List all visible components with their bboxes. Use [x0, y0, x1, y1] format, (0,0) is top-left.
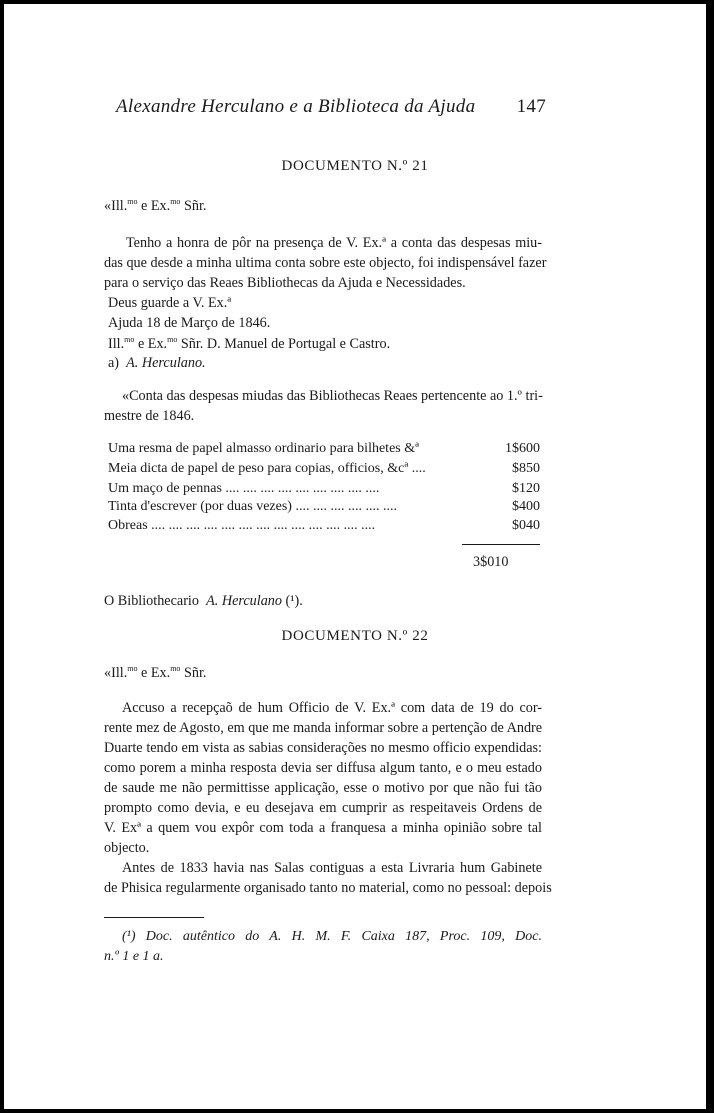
- ledger-row: [108, 441, 540, 459]
- document-22-paragraph-line: Antes de 1833 havia nas Salas contiguas a esta Livraria hum Gabinete: [122, 860, 542, 876]
- ledger-item: Um maço de pennas .... .... .... .... .... .... .... .... ....: [108, 481, 380, 496]
- document-22-paragraph-line: Duarte tendo em vista as sabias considerações no mesmo officio expendidas:: [104, 740, 542, 756]
- ledger-row: [108, 461, 540, 479]
- document-22-paragraph-line: rente mez de Agosto, em que me manda informar sobre a pertenção de Andre: [104, 720, 543, 736]
- document-21-closing: Deus guarde a V. Ex.ª: [108, 295, 232, 311]
- document-21-date: Ajuda 18 de Março de 1846.: [108, 315, 271, 331]
- ledger-row: [108, 481, 540, 499]
- document-22-paragraph-line: prompto como devia, e eu desejava em cumprir as respeitaveis Ordens de: [104, 800, 542, 816]
- ledger-item: Tinta d'escrever (por duas vezes) .... .... .... .... .... ....: [108, 499, 397, 514]
- document-21-salutation: «Ill.$^{mo}$ e Ex.$^{mo}$ Sñr.: [104, 197, 207, 214]
- document-22-salutation: «Ill.$^{mo}$ e Ex.$^{mo}$ Sñr.: [104, 664, 207, 681]
- running-head: [116, 96, 546, 118]
- footnote-line: n.º 1 e 1 a.: [104, 949, 164, 964]
- footnote-line: (¹) Doc. autêntico do A. H. M. F. Caixa 187, Proc. 109, Doc.: [122, 929, 542, 944]
- ledger-total: 3$010: [473, 554, 509, 570]
- document-22-paragraph-line: V. Exª a quem vou expôr com toda a franquesa a minha opinião sobre tal: [104, 820, 542, 836]
- account-intro-line: «Conta das despesas miudas das Bibliothecas Reaes pertencente ao 1.º tri-: [122, 388, 543, 404]
- running-head-title: Alexandre Herculano e a Biblioteca da Ajuda: [116, 96, 476, 117]
- book-page: [4, 4, 706, 1109]
- ledger-item: Meia dicta de papel de peso para copias, officios, &cª ....: [108, 461, 426, 476]
- document-21-paragraph-line: Tenho a honra de pôr na presença de V. Ex.ª a conta das despesas miu-: [126, 235, 542, 251]
- document-22-heading: DOCUMENTO N.º 22: [281, 628, 429, 644]
- page-number: 147: [516, 96, 546, 117]
- document-21-heading: DOCUMENTO N.º 21: [281, 158, 429, 174]
- document-21-addressee: Ill.$^{mo}$ e Ex.$^{mo}$ Sñr. D. Manuel de Portugal e Castro.: [108, 335, 391, 352]
- ledger-item: Obreas .... .... .... .... .... .... .... .... .... .... .... .... ....: [108, 518, 376, 533]
- document-21-paragraph-line: para o serviço das Reaes Bibliothecas da Ajuda e Necessidades.: [104, 275, 466, 291]
- document-21-paragraph-line: das que desde a minha ultima conta sobre este objecto, foi indispensável fazer: [104, 255, 547, 271]
- document-21-signature: a) A. Herculano.: [108, 355, 206, 371]
- account-intro-line: mestre de 1846.: [104, 408, 195, 424]
- ledger-amount: $120: [512, 481, 540, 496]
- document-22-paragraph-line: objecto.: [104, 840, 150, 856]
- ledger-amount: $850: [512, 461, 540, 476]
- ledger-row: [108, 499, 540, 517]
- document-22-paragraph-line: de saude me não permittisse applicação, esse o motivo por que não fui tão: [104, 780, 542, 796]
- ledger-amount: $040: [512, 518, 540, 533]
- ledger-amount: $400: [512, 499, 540, 514]
- total-rule: [462, 544, 540, 545]
- ledger-row: [108, 518, 540, 536]
- ledger-item: Uma resma de papel almasso ordinario para bilhetes &ª: [108, 441, 419, 456]
- document-22-paragraph-line: de Phisica regularmente organisado tanto no material, como no pessoal: depois: [104, 880, 552, 896]
- document-22-paragraph-line: Accuso a recepçaõ de hum Officio de V. Ex.ª com data de 19 do cor-: [122, 700, 542, 716]
- document-21-sign-off: O Bibliothecario A. Herculano (¹).: [104, 593, 303, 609]
- footnote-rule: [104, 917, 204, 918]
- document-22-paragraph-line: como porem a minha resposta devia ser diffusa algum tanto, e o meu estado: [104, 760, 542, 776]
- ledger-amount: 1$600: [505, 441, 540, 456]
